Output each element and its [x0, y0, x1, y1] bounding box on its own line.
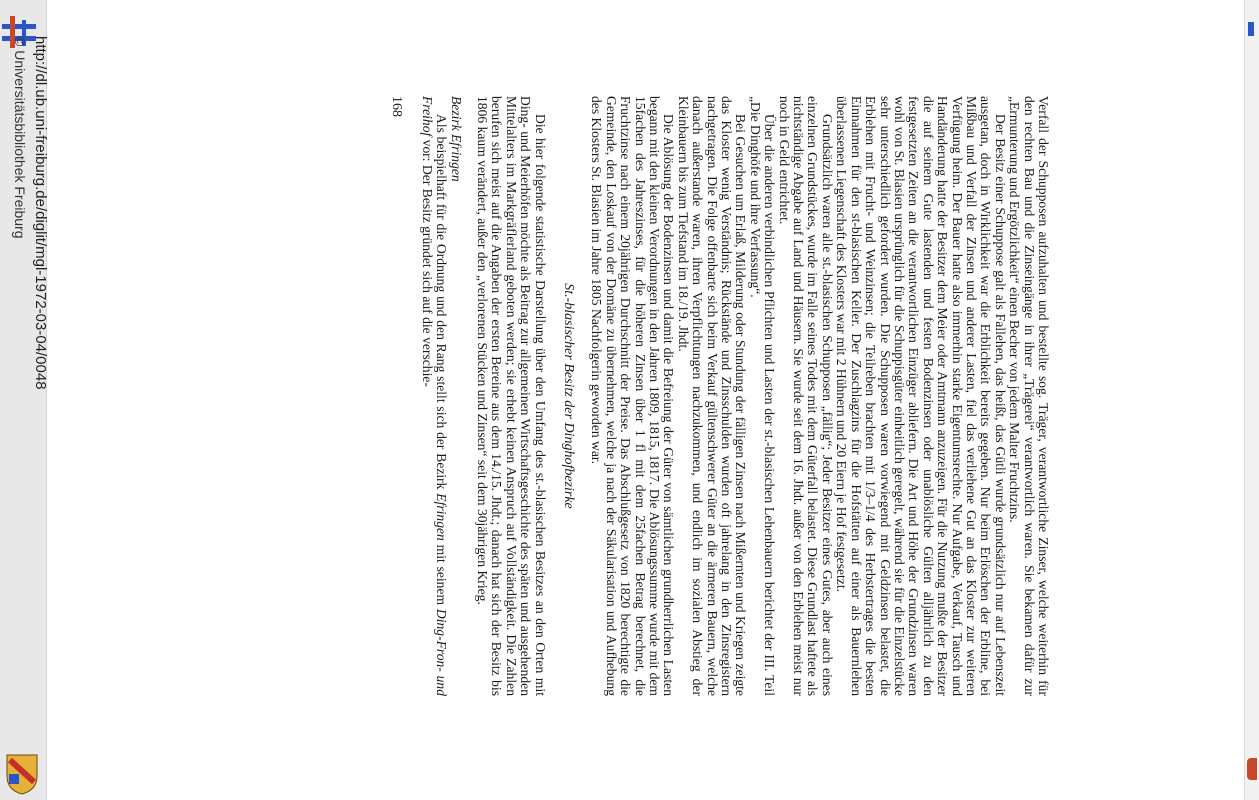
scanned-page-viewport[interactable]: [160, 86, 1160, 706]
copyright-text: © Universitätsbibliothek Freiburg: [12, 36, 28, 239]
district-text-end: vor: Der Besitz gründet sich auf die verschie-: [419, 136, 435, 387]
section-paragraph: Die hier folgende statistische Darstellung über den Umfang des st.-blasischen Besitzes an den Orten mit Ding- und Meierhöfen möchte als Beitrag zur allgemeinen Wirtschaftsgeschichte des späten und ausgehenden Mittelalters im Markgräflerland geboten werden; sie erhebt keinen Anspruch auf Vollständigkeit. Die Zahlen berufen sich meist auf die Angaben der ersten Bereine aus dem 14./15. Jhdt.; danach hat sich der Besitz bis 1806 kaum verändert, außer den „verlorenen Stücken und Zinsen“ seit dem 30jährigen Krieg.: [474, 96, 548, 696]
page-paragraph: Über die anderen verbindlichen Pflichten und Lasten der st.-blasischen Lehenbauern berichtet der III. Teil „Die Dinghöfe und ihre Verfassung“.: [747, 96, 778, 696]
coat-of-arms-icon: [4, 752, 40, 796]
page-paragraph: Grundsätzlich waren alle st.-blasischen Schupposen „fällig“; Jeder Besitzer eines Gutes, aber auch eines einzelnen Grundstückes, wurde im Falle seines Todes mit dem Güterfall belastet. Diese Grundlast haftete als nichtständige Abgabe auf Land und Häusern. Sie wurde seit dem 16. Jhdt. außer von den Erblehen meist nur noch in Geld entrichtet.: [776, 96, 835, 696]
district-name: Efringen: [434, 493, 450, 541]
url-text[interactable]: http://dl.ub.uni-freiburg.de/diglit/mgl-1972-03-04/0048: [32, 36, 49, 390]
section-heading: St.-blasischer Besitz der Dinghofbezirke: [561, 283, 576, 509]
page-paragraph: Verfall der Schupposen aufzuhalten und bestellte sog. Träger, verantwortliche Zinser, welche weiterhin für den rechten Bau und die Zinseingänge in ihrer „Trägerei“ verantwortlich waren. Sie bekamen dafür zur „Ermunterung und Ergötzlichkeit“ einen Becher von jedem Malter Fruchtzins.: [1007, 96, 1051, 696]
page-paragraph: Bei Gesuchen um Erlaß, Milderung oder Stundung der fälligen Zinsen nach Mißernten und Kriegen zeigte das Kloster wenig Verständnis; Rückstände und Zinsschulden wurden oft jahrelang in den Zinsregistern nachgetragen. Die Folge offenbarte sich beim Verkauf gültenschwerer Güter an die ärmeren Bauern, welche danach außerstande waren, ihren Verpflichtungen nachzukommen, und endlich im sozialen Abstieg der Kleinbauern bis zum Tiefstand im 18./19. Jhdt.: [675, 96, 749, 696]
district-text-start: Als beispielhaft für die Ordnung und den Rang stellt sich der Bezirk: [434, 114, 450, 494]
page-paragraph: Der Besitz einer Schuppose galt als Fallehen, das heißt, das Gütli wurde grundsätzlich nur auf Lebenszeit ausgetan, doch in Wirklichkeit war die Erblichkeit bereits gegeben. Nur beim Erlöschen der Erbline, bei Mißbau und Verfall der Zinsen und anderer Lasten, fiel das verliehene Gut an das Kloster zur weiteren Verfügung heim. Der Bauer hatte also immerhin starke Eigentumsrechte. Nur Aufgabe, Verkauf, Tausch und Handänderung hatte der Besitzer dem Meier oder Amtmann anzuzeigen. Für die Nutzung mußte der Besitzer die auf seinem Gute lastenden und festen Bodenzinsen oder unablösliche Gülten alljährlich zu den festgesetzten Zeiten an die verantwortlichen Einzüger abliefern. Die Art und Höhe der Grundzinsen waren wohl von St. Blasien ursprünglich für die Schuppisgüter einheitlich geregelt, während sie für die Einzelstücke sehr unterschiedlich gefordert wurden. Die Schupposen waren vorwiegend mit Geldzinsen belastet, die Erblehen mit Frucht- und Weinzinsen; die Teilreben brachten mit 1/3–1/4 des Herbstertrages die besten Einnahmen für den st-blasischen Keller. Der Zuschlagzins für die Hofstätten auf einer als Bauernlehen überlassenen Liegenschaft des Klosters war mit 2 Hühnern und 20 Eiern je Hof festgesetzt.: [834, 96, 1008, 696]
viewer-right-strip[interactable]: [1244, 0, 1259, 800]
district-subheading: Bezirk Efringen: [448, 96, 464, 182]
right-crest-icon: [1247, 758, 1257, 780]
page-number: 168: [389, 96, 405, 117]
viewer-left-sidebar: [0, 0, 47, 800]
document-url[interactable]: [10, 36, 50, 756]
district-text-mid: mit seinem: [434, 540, 450, 609]
scanned-page: [270, 96, 1050, 696]
right-marker-icon: [1248, 22, 1254, 36]
page-paragraph: Die Ablösung der Bodenzinsen und damit die Befreiung der Güter von sämtlichen grundherrlichen Lasten begann mit den kleinen Verordnungen in den Jahren 1809, 1815, 1817. Die Ablösungssumme wurde mit dem 15fachen des Jahreszinses, für die höheren Zinsen über 1 fl mit dem 25fachen Betrag berechnet, die Fruchtzinse nach einem 20jährigen Durchschnitt der Preise. Das Abschlußgesetz von 1820 berechtigte die Gemeinde, den Loskauf von der Domäne zu übernehmen, welche ja nach der Säkularisation und Aufhebung des Klosters St. Blasien im Jahre 1805 Nachfolgerin geworden war.: [589, 96, 677, 696]
district-paragraph: [419, 96, 448, 696]
court-name: Ding-Fron- und Freihof: [419, 96, 450, 697]
